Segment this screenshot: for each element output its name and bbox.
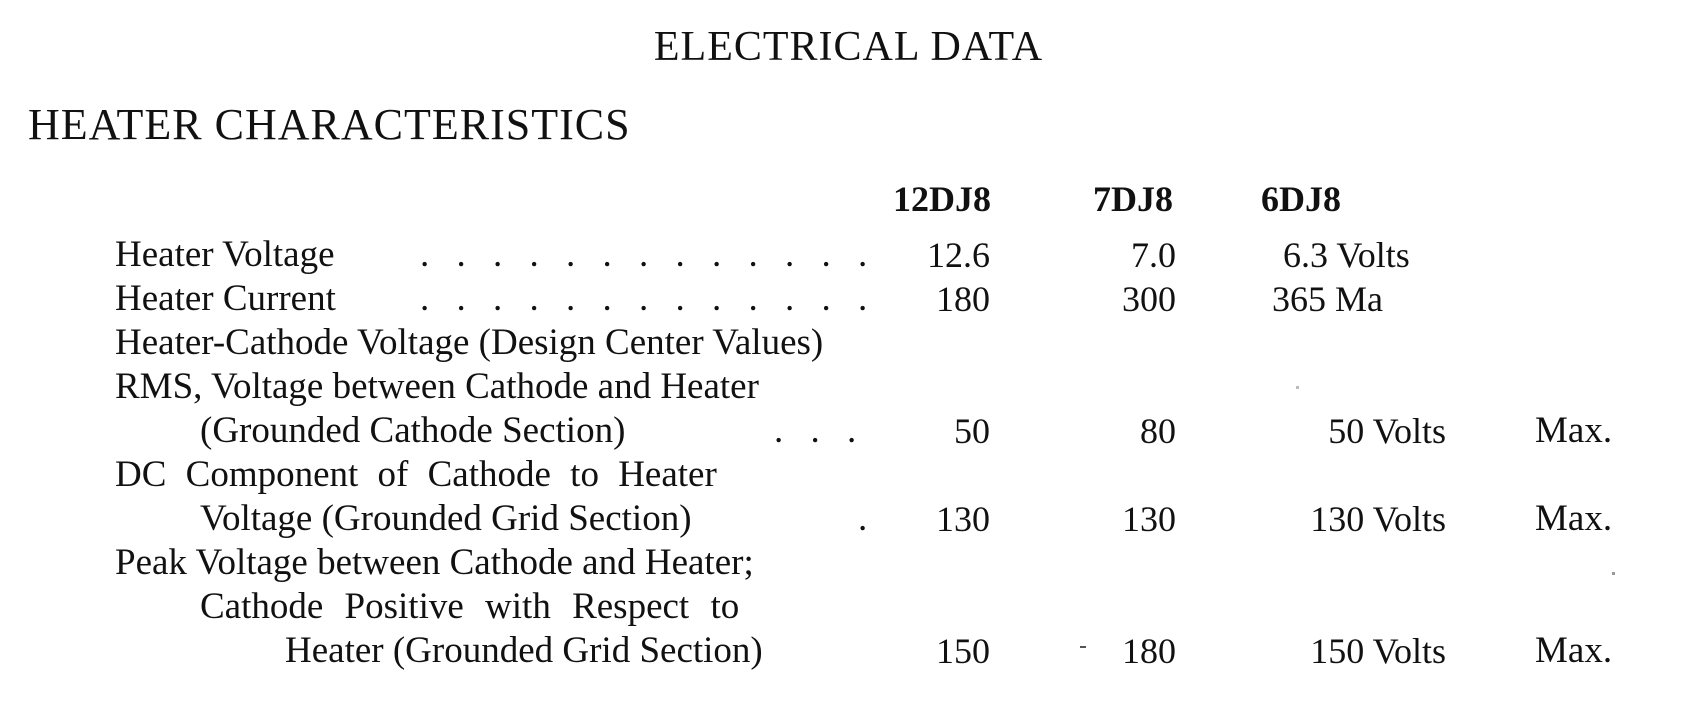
- column-header-7dj8: 7DJ8: [1093, 179, 1173, 219]
- value-7dj8-heater-current: 300: [1122, 279, 1176, 319]
- limit-dc: Max.: [1535, 498, 1613, 539]
- scan-speck: [1612, 572, 1615, 575]
- row-label-peak-line1: Peak Voltage between Cathode and Heater;: [115, 542, 754, 583]
- row-label-heater-current: Heater Current: [115, 278, 336, 319]
- row-label-heater-voltage: Heater Voltage: [115, 234, 335, 275]
- row-label-dc-line2: Voltage (Grounded Grid Section): [200, 498, 692, 539]
- row-label-peak-line3: Heater (Grounded Grid Section): [285, 630, 763, 671]
- value-6dj8-dc: 130 Volts: [1310, 499, 1446, 539]
- row-label-dc-line1: DC Component of Cathode to Heater: [115, 454, 717, 495]
- dot-leader: .: [858, 498, 877, 539]
- row-label-peak-line2: Cathode Positive with Respect to: [200, 586, 740, 627]
- row-label-rms-line2: (Grounded Cathode Section): [200, 410, 626, 451]
- column-header-12dj8: 12DJ8: [893, 179, 991, 219]
- limit-peak: Max.: [1535, 630, 1613, 671]
- column-header-6dj8: 6DJ8: [1261, 179, 1341, 219]
- value-6dj8-heater-voltage: 6.3 Volts: [1283, 235, 1410, 275]
- value-12dj8-dc: 130: [936, 499, 990, 539]
- value-7dj8-rms: 80: [1140, 411, 1176, 451]
- row-label-rms-line1: RMS, Voltage between Cathode and Heater: [115, 366, 759, 407]
- scan-speck: [1080, 646, 1086, 648]
- value-6dj8-peak: 150 Volts: [1310, 631, 1446, 671]
- value-6dj8-heater-current: 365 Ma: [1272, 279, 1383, 319]
- scan-speck: [1296, 386, 1299, 389]
- limit-rms: Max.: [1535, 410, 1613, 451]
- section-heading: HEATER CHARACTERISTICS: [28, 100, 631, 149]
- value-7dj8-heater-voltage: 7.0: [1131, 235, 1176, 275]
- value-7dj8-peak: 180: [1122, 631, 1176, 671]
- value-12dj8-heater-current: 180: [936, 279, 990, 319]
- dot-leader: . . . . . . . . . . . . .: [420, 278, 877, 319]
- value-12dj8-rms: 50: [954, 411, 990, 451]
- dot-leader: . . .: [774, 410, 866, 451]
- row-label-heater-cathode-voltage: Heater-Cathode Voltage (Design Center Values): [115, 322, 824, 363]
- value-7dj8-dc: 130: [1122, 499, 1176, 539]
- value-6dj8-rms: 50 Volts: [1328, 411, 1446, 451]
- value-12dj8-peak: 150: [936, 631, 990, 671]
- page-title: ELECTRICAL DATA: [653, 24, 1044, 70]
- value-12dj8-heater-voltage: 12.6: [927, 235, 990, 275]
- dot-leader: . . . . . . . . . . . . .: [420, 234, 877, 275]
